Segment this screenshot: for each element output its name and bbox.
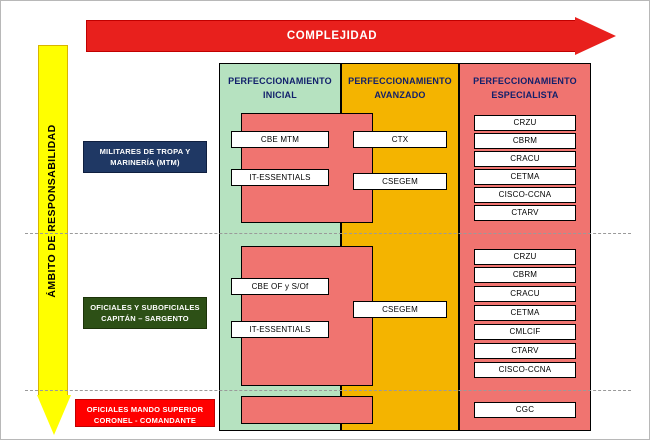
course-box-especialista-oficiales-2[interactable]: CBRM — [474, 267, 576, 283]
role-label-mando-superior — [75, 399, 215, 427]
course-box-especialista-oficiales-3[interactable]: CRACU — [474, 286, 576, 302]
course-box-inicial-oficiales-1[interactable]: CBE OF y S/Of — [231, 278, 329, 295]
course-box-avanzado-tropa-1[interactable]: CTX — [353, 131, 447, 148]
course-box-inicial-tropa-2[interactable]: IT-ESSENTIALS — [231, 169, 329, 186]
column-title-avanzado-line2: AVANZADO — [374, 90, 426, 100]
course-box-avanzado-oficiales-1[interactable]: CSEGEM — [353, 301, 447, 318]
role-label-mando-line1: OFICIALES MANDO SUPERIOR — [86, 405, 204, 414]
role-label-tropa-line1: MILITARES DE TROPA Y — [99, 147, 191, 156]
row-separator-2 — [25, 390, 631, 391]
role-label-tropa-marineria — [83, 141, 207, 173]
course-box-especialista-tropa-3[interactable]: CRACU — [474, 151, 576, 167]
row-separator-1 — [25, 233, 631, 234]
course-box-especialista-oficiales-6[interactable]: CTARV — [474, 343, 576, 359]
course-box-especialista-oficiales-5[interactable]: CMLCIF — [474, 324, 576, 340]
column-title-avanzado-line1: PERFECCIONAMIENTO — [348, 76, 452, 86]
course-box-especialista-tropa-2[interactable]: CBRM — [474, 133, 576, 149]
complexity-arrow — [86, 17, 616, 55]
role-label-tropa-line2: MARINERÍA (MTM) — [110, 158, 180, 167]
role-label-mando-line2: CORONEL - COMANDANTE — [93, 416, 197, 425]
course-box-especialista-tropa-4[interactable]: CETMA — [474, 169, 576, 185]
course-box-especialista-oficiales-1[interactable]: CRZU — [474, 249, 576, 265]
role-label-oficiales-line2: CAPITÁN – SARGENTO — [101, 314, 189, 323]
course-box-inicial-tropa-1[interactable]: CBE MTM — [231, 131, 329, 148]
course-box-especialista-oficiales-4[interactable]: CETMA — [474, 305, 576, 321]
role-label-oficiales-suboficiales — [83, 297, 207, 329]
course-box-especialista-mando-1[interactable]: CGC — [474, 402, 576, 418]
course-box-especialista-tropa-5[interactable]: CISCO-CCNA — [474, 187, 576, 203]
complexity-arrow-label: COMPLEJIDAD — [286, 30, 378, 42]
course-box-especialista-tropa-1[interactable]: CRZU — [474, 115, 576, 131]
specialist-panel-mando — [241, 396, 373, 424]
course-box-especialista-oficiales-7[interactable]: CISCO-CCNA — [474, 362, 576, 378]
column-title-avanzado — [342, 74, 458, 102]
column-title-especialista-line2: ESPECIALISTA — [491, 90, 559, 100]
course-box-avanzado-tropa-2[interactable]: CSEGEM — [353, 173, 447, 190]
responsibility-arrow — [37, 45, 71, 437]
responsibility-arrow-label: ÁMBITO DE RESPONSABILIDAD — [46, 124, 58, 298]
column-title-inicial-line1: PERFECCIONAMIENTO — [228, 76, 332, 86]
column-title-especialista-line1: PERFECCIONAMIENTO — [473, 76, 577, 86]
responsibility-arrow-head — [37, 395, 71, 435]
column-title-especialista — [460, 74, 590, 102]
complexity-arrow-head — [575, 17, 616, 55]
role-label-oficiales-line1: OFICIALES Y SUBOFICIALES — [90, 303, 200, 312]
column-title-inicial — [220, 74, 340, 102]
specialist-panel-tropa — [241, 113, 373, 223]
course-box-inicial-oficiales-2[interactable]: IT-ESSENTIALS — [231, 321, 329, 338]
column-title-inicial-line2: INICIAL — [263, 90, 297, 100]
course-box-especialista-tropa-6[interactable]: CTARV — [474, 205, 576, 221]
